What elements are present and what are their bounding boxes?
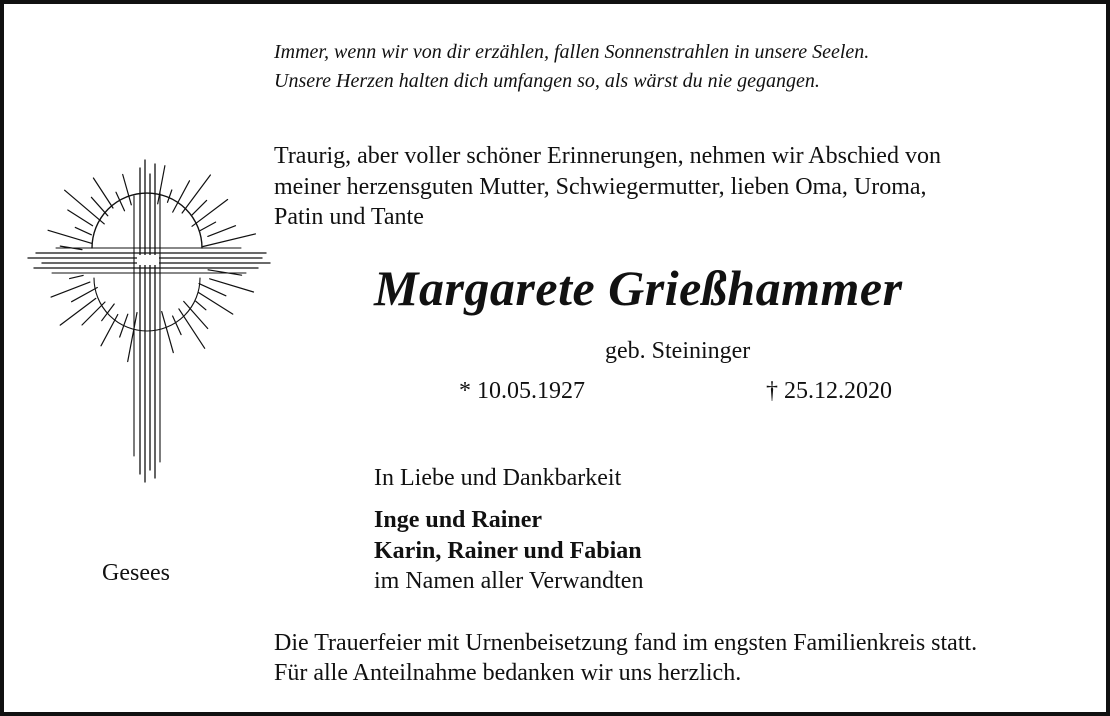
sun-ray (123, 175, 132, 205)
place-name: Gesees (102, 560, 170, 586)
quote-line-1: Immer, wenn wir von dir erzählen, fallen Sonnenstrahlen in unsere Seelen. (274, 41, 870, 63)
mourners-intro: In Liebe und Dankbarkeit (374, 465, 622, 491)
radiant-cross-icon (26, 156, 274, 486)
intro-line-1: Traurig, aber voller schöner Erinnerungen, nehmen wir Abschied von (274, 143, 941, 169)
sun-ray (196, 301, 206, 310)
sun-ray (158, 166, 165, 204)
closing-line-1: Die Trauerfeier mit Urnenbeisetzung fand im engsten Familienkreis statt. (274, 630, 978, 656)
intro-line-3: Patin und Tante (274, 204, 424, 230)
mourners-line-3: im Namen aller Verwandten (374, 568, 644, 594)
sun-ray (70, 275, 84, 278)
sun-ray (75, 227, 91, 234)
sun-ray (198, 292, 233, 314)
sun-ray (210, 279, 254, 292)
sun-ray (162, 312, 174, 353)
sun-ray (179, 309, 205, 348)
sun-ray (184, 301, 208, 328)
sun-ray (128, 313, 137, 362)
sun-ray (199, 284, 226, 296)
deceased-name: Margarete Grießhammer (374, 260, 903, 316)
closing-line-2: Für alle Anteilnahme bedanken wir uns herzlich. (274, 660, 742, 686)
death-date: † 25.12.2020 (766, 378, 892, 404)
birth-date: * 10.05.1927 (459, 378, 585, 404)
mourners-line-1: Inge und Rainer (374, 507, 543, 533)
sun-ray (208, 226, 236, 237)
sun-ray (192, 200, 207, 215)
sun-ray (68, 210, 93, 226)
sun-ray (168, 190, 172, 202)
sun-ray (200, 222, 216, 231)
sun-ray (60, 298, 96, 325)
birth-name: geb. Steininger (605, 338, 751, 364)
sun-ray (182, 175, 210, 213)
sun-ray (192, 200, 228, 227)
sun-ray (65, 190, 105, 224)
sun-ray (173, 316, 182, 335)
intro-line-2: meiner herzensguten Mutter, Schwiegermutter, lieben Oma, Uroma, (274, 174, 927, 200)
mourners-line-2: Karin, Rainer und Fabian (374, 538, 642, 564)
quote-line-2: Unsere Herzen halten dich umfangen so, als wärst du nie gegangen. (274, 70, 820, 92)
